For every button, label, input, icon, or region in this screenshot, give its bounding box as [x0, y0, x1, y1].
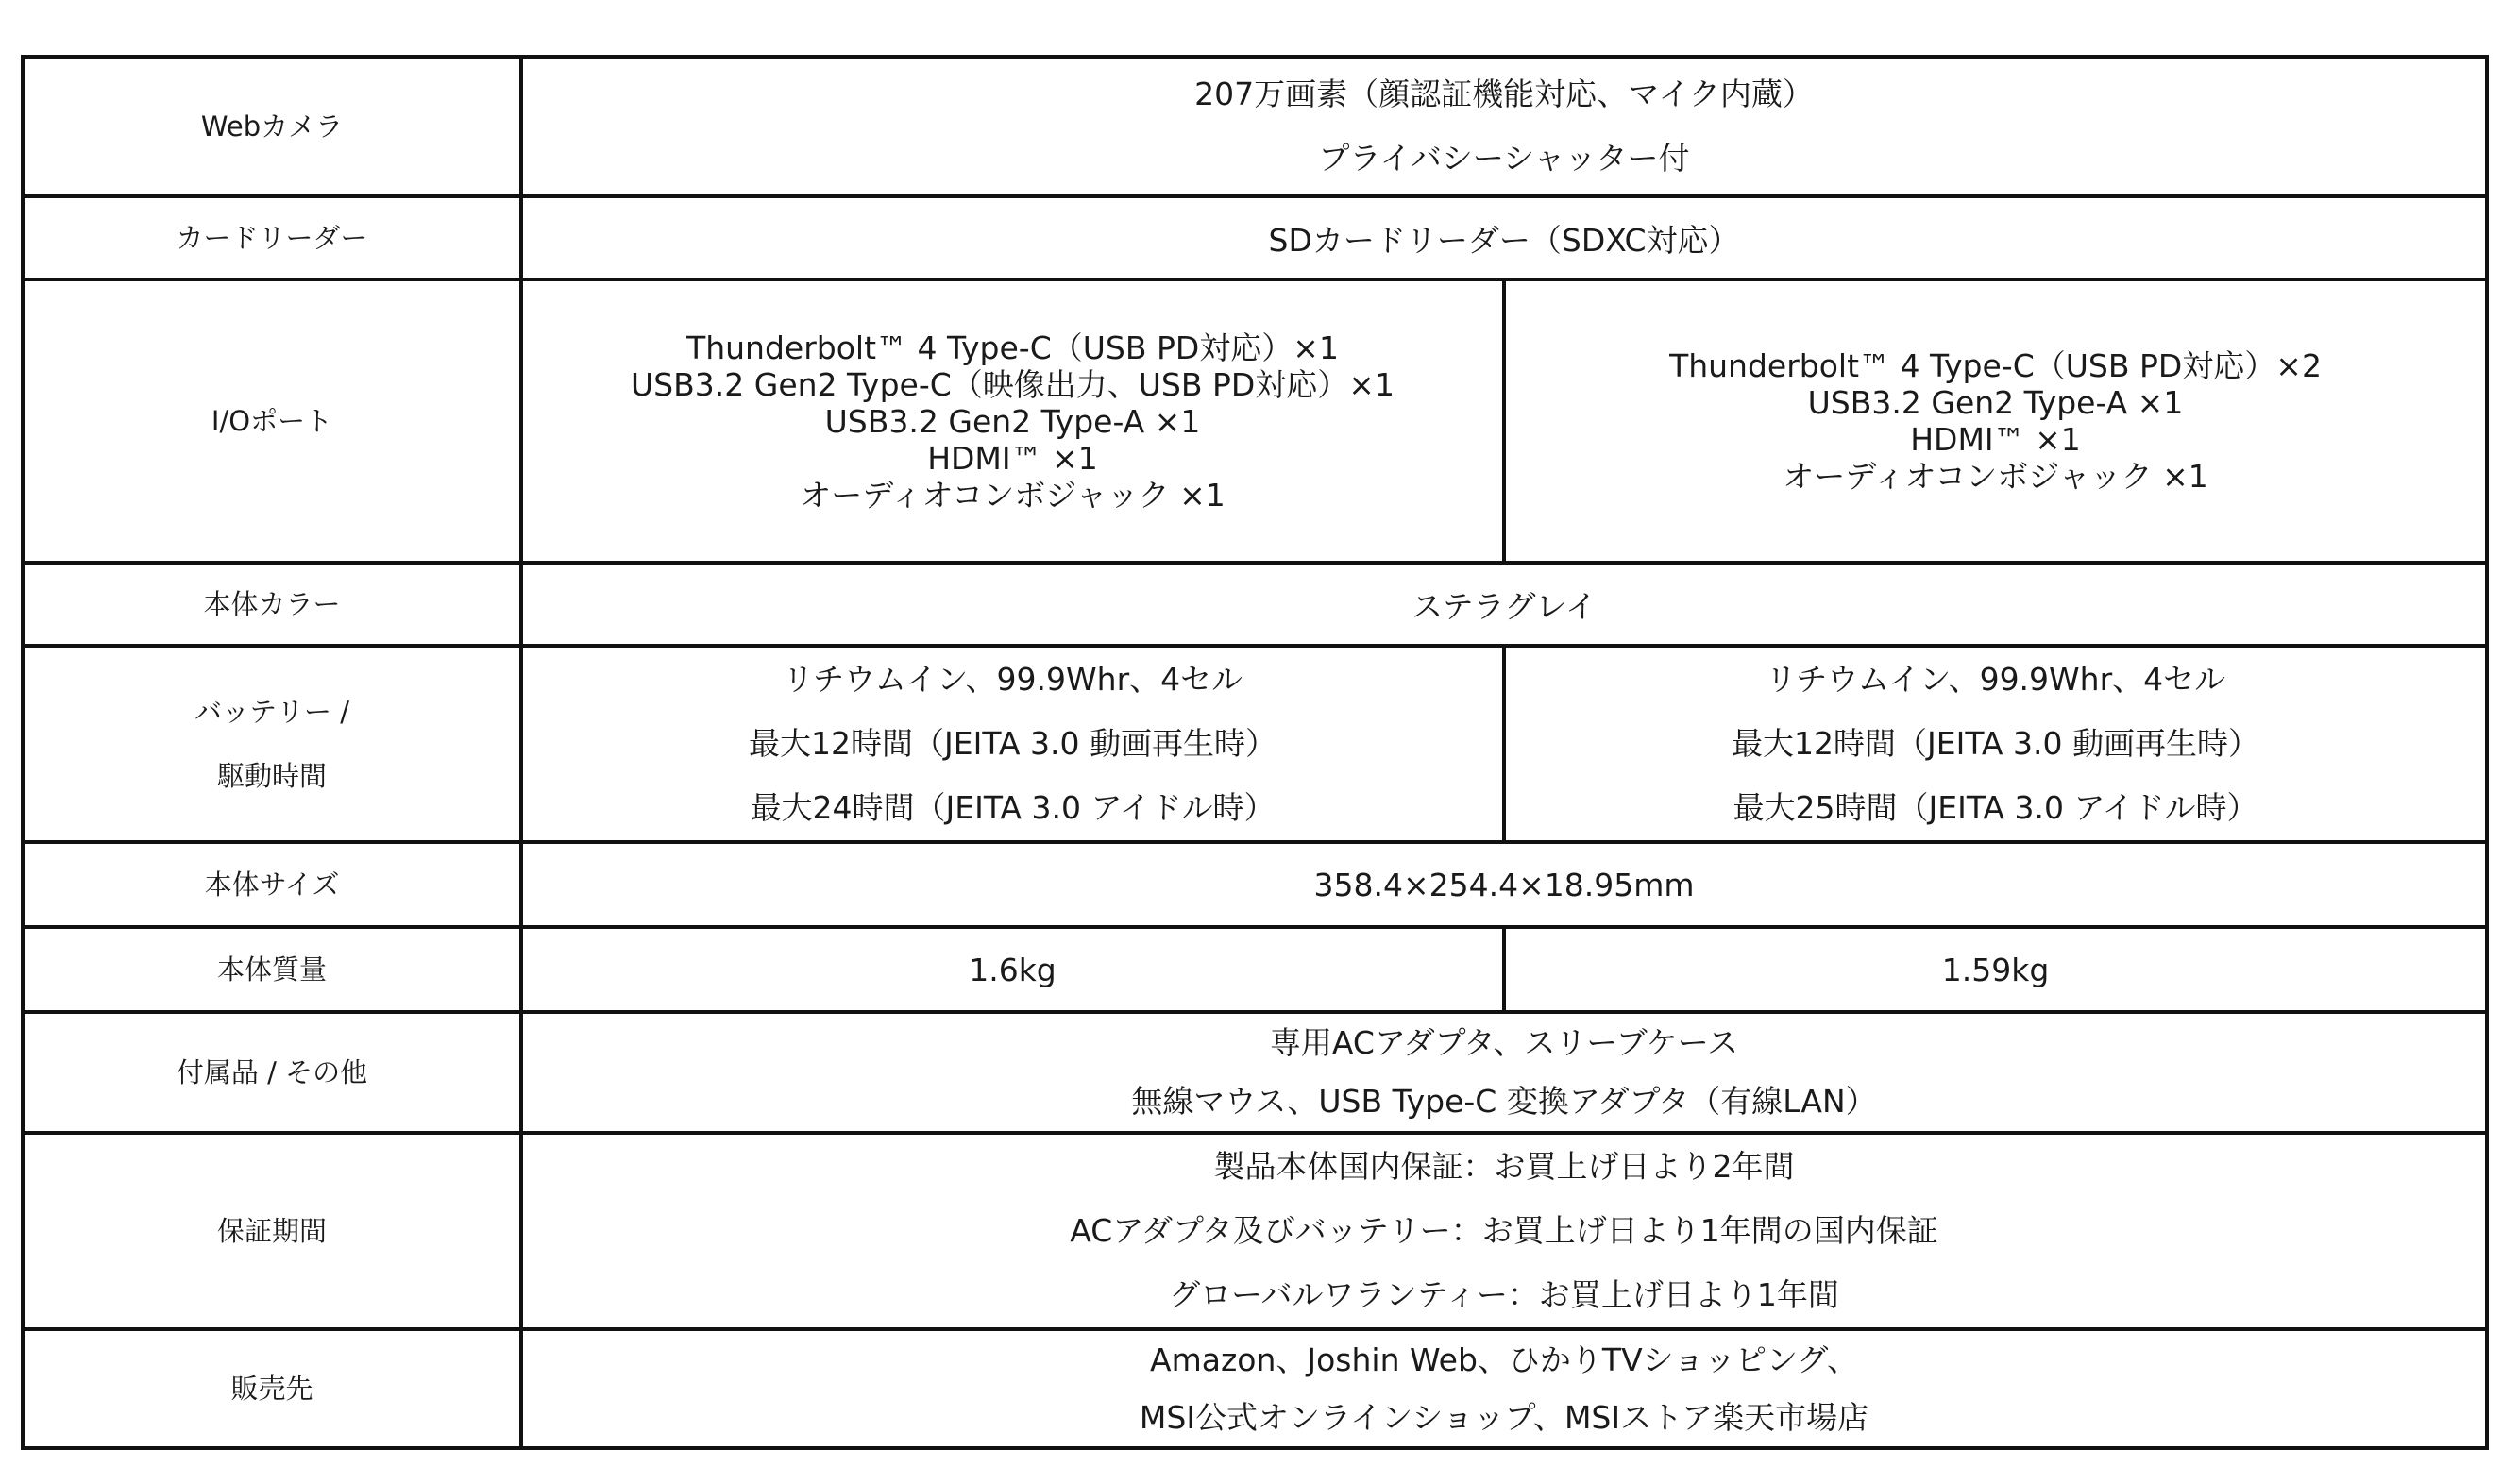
- label-line: バッテリー /: [194, 696, 349, 728]
- value-line: Thunderbolt™ 4 Type-C（USB PD対応）×2: [1669, 347, 2322, 384]
- row-value-left: [521, 646, 1504, 842]
- row-value: [521, 57, 2487, 196]
- row-value: SDカードリーダー（SDXC対応）: [521, 196, 2487, 279]
- row-label: 本体サイズ: [23, 842, 521, 927]
- value-line: USB3.2 Gen2 Type-A ×1: [1807, 384, 2184, 421]
- label-line: 駆動時間: [216, 760, 327, 792]
- value-line: オーディオコンボジャック ×1: [1783, 458, 2208, 495]
- value-line: Thunderbolt™ 4 Type-C（USB PD対応）×1: [686, 329, 1339, 366]
- row-value-right: [1504, 646, 2487, 842]
- row-value: [521, 1329, 2487, 1448]
- row-label: 本体質量: [23, 927, 521, 1012]
- value-line: リチウムイン、99.9Whr、4セル: [1765, 661, 2226, 698]
- value-line: USB3.2 Gen2 Type-C（映像出力、USB PD対応）×1: [631, 365, 1395, 403]
- spec-row-color: [23, 563, 2487, 646]
- row-value-left: [521, 279, 1504, 563]
- value-line: MSI公式オンラインショップ、MSIストア楽天市場店: [1139, 1399, 1869, 1436]
- spec-row-retailers: [23, 1329, 2487, 1448]
- row-value-right: 1.59kg: [1504, 927, 2487, 1012]
- value-line: 207万画素（顔認証機能対応、マイク内蔵）: [1194, 76, 1814, 112]
- value-line: 専用ACアダプタ、スリーブケース: [1269, 1024, 1739, 1061]
- spec-table: [21, 55, 2489, 1450]
- row-value: [521, 1012, 2487, 1133]
- row-value: 358.4×254.4×18.95mm: [521, 842, 2487, 927]
- spec-row-warranty: [23, 1133, 2487, 1329]
- row-label: Webカメラ: [23, 57, 521, 196]
- value-line: ACアダプタ及びバッテリー：お買上げ日より1年間の国内保証: [1070, 1212, 1938, 1249]
- spec-row-card-reader: [23, 196, 2487, 279]
- value-line: HDMI™ ×1: [1910, 421, 2081, 458]
- row-value-right: [1504, 279, 2487, 563]
- spec-row-size: [23, 842, 2487, 927]
- value-line: 無線マウス、USB Type-C 変換アダプタ（有線LAN）: [1131, 1083, 1877, 1120]
- value-line: リチウムイン、99.9Whr、4セル: [782, 661, 1243, 698]
- value-line: HDMI™ ×1: [927, 439, 1098, 477]
- value-line: 最大24時間（JEITA 3.0 アイドル時）: [750, 789, 1276, 826]
- value-line: USB3.2 Gen2 Type-A ×1: [824, 402, 1201, 440]
- row-label: 保証期間: [23, 1133, 521, 1329]
- row-value: ステラグレイ: [521, 563, 2487, 646]
- value-line: 製品本体国内保証：お買上げ日より2年間: [1213, 1148, 1795, 1185]
- row-value-left: 1.6kg: [521, 927, 1504, 1012]
- value-line: グローバルワランティー：お買上げ日より1年間: [1169, 1276, 1839, 1313]
- row-label: [23, 646, 521, 842]
- spec-row-weight: [23, 927, 2487, 1012]
- spec-row-webcam: [23, 57, 2487, 196]
- value-line: 最大25時間（JEITA 3.0 アイドル時）: [1733, 789, 2258, 826]
- value-line: 最大12時間（JEITA 3.0 動画再生時）: [749, 725, 1276, 762]
- row-label: 本体カラー: [23, 563, 521, 646]
- row-label: 販売先: [23, 1329, 521, 1448]
- row-label: I/Oポート: [23, 279, 521, 563]
- row-value: [521, 1133, 2487, 1329]
- value-line: 最大12時間（JEITA 3.0 動画再生時）: [1732, 725, 2259, 762]
- spec-row-io-ports: [23, 279, 2487, 563]
- spec-row-accessories: [23, 1012, 2487, 1133]
- row-label: カードリーダー: [23, 196, 521, 279]
- value-line: Amazon、Joshin Web、ひかりTVショッピング、: [1150, 1341, 1859, 1378]
- row-label: 付属品 / その他: [23, 1012, 521, 1133]
- spec-row-battery: [23, 646, 2487, 842]
- value-line: プライバシーシャッター付: [1318, 140, 1690, 177]
- value-line: オーディオコンボジャック ×1: [800, 476, 1226, 514]
